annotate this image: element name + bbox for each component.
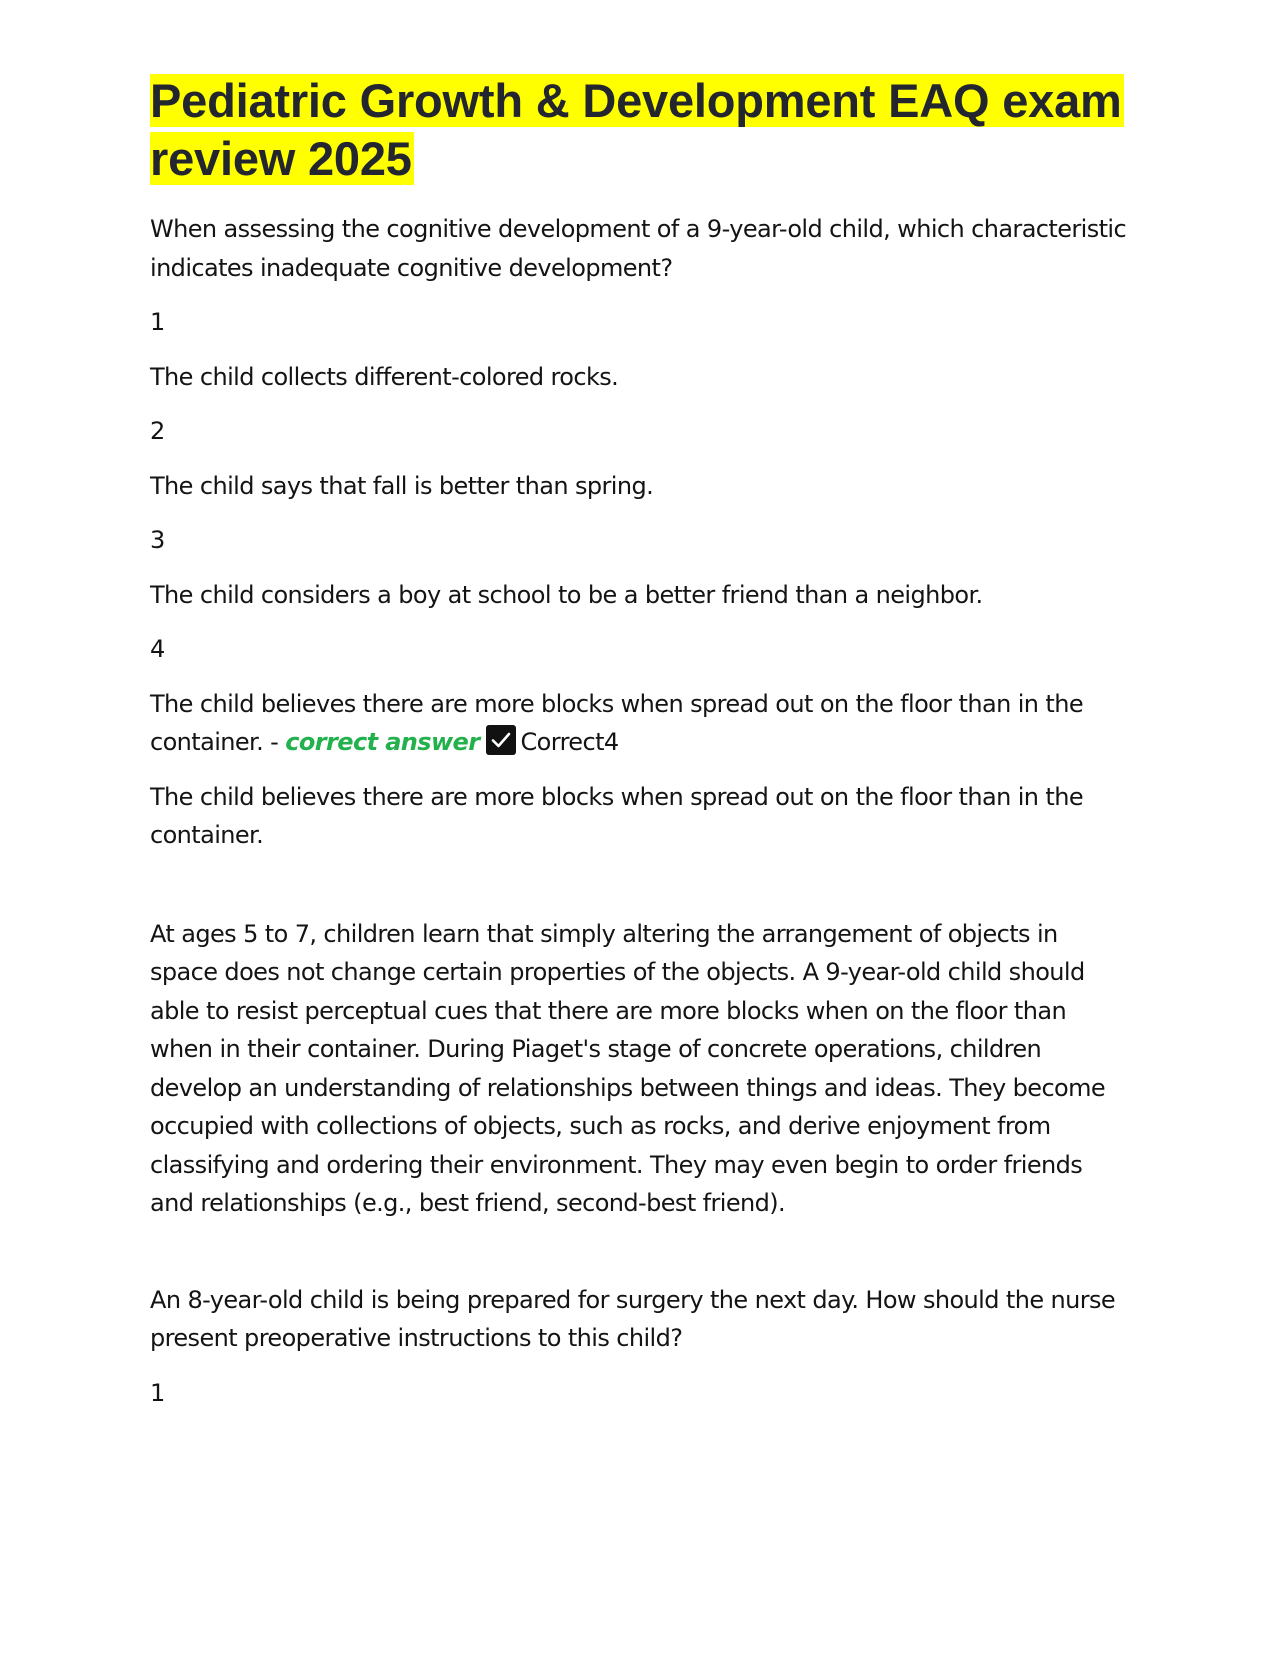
check-icon [486,725,516,755]
option-4-line [150,685,1130,762]
option-4-number: 4 [150,635,165,663]
page-title [150,72,1130,188]
option-1-text: The child collects different-colored rocks. [150,362,619,391]
title-highlight: Pediatric Growth & Development EAQ exam review 2025 [150,74,1122,185]
question-1-prompt: When assessing the cognitive development of a 9-year-old child, which characteristic indicates inadequate cognitive development? [150,215,1127,282]
option-2-number: 2 [150,417,165,445]
section-gap [150,1239,1130,1281]
question-2-option-1-number: 1 [150,1378,165,1407]
correct-marker: Correct4 [520,728,619,756]
option-3-text: The child considers a boy at school to be a better friend than a neighbor. [150,580,983,609]
option-2-text: The child says that fall is better than spring. [150,471,654,500]
option-1-number: 1 [150,308,165,336]
option-4-text: The child believes there are more blocks when spread out on the floor than in the container. [150,689,1084,756]
correct-answer-label: correct answer [285,728,480,756]
question-2-prompt: An 8-year-old child is being prepared for surgery the next day. How should the nurse present preoperative instructions to this child? [150,1285,1116,1352]
answer-text: The child believes there are more blocks when spread out on the floor than in the container. [150,782,1084,849]
answer-separator: - [263,728,286,756]
rationale: At ages 5 to 7, children learn that simply altering the arrangement of objects in space does not change certain properties of the objects. A 9-year-old child should able to resist perceptual cues that there are more blocks when on the floor than when in their container. During Piaget's stage of concrete operations, children develop an understanding of relationships between things and ideas. They become occupied with collections of objects, such as rocks, and derive enjoyment from classifying and ordering their environment. They may even begin to order friends and relationships (e.g., best friend, second-best friend). [150,919,1106,1217]
section-gap [150,871,1130,915]
document-page [150,72,1130,1428]
option-3-number: 3 [150,526,165,554]
